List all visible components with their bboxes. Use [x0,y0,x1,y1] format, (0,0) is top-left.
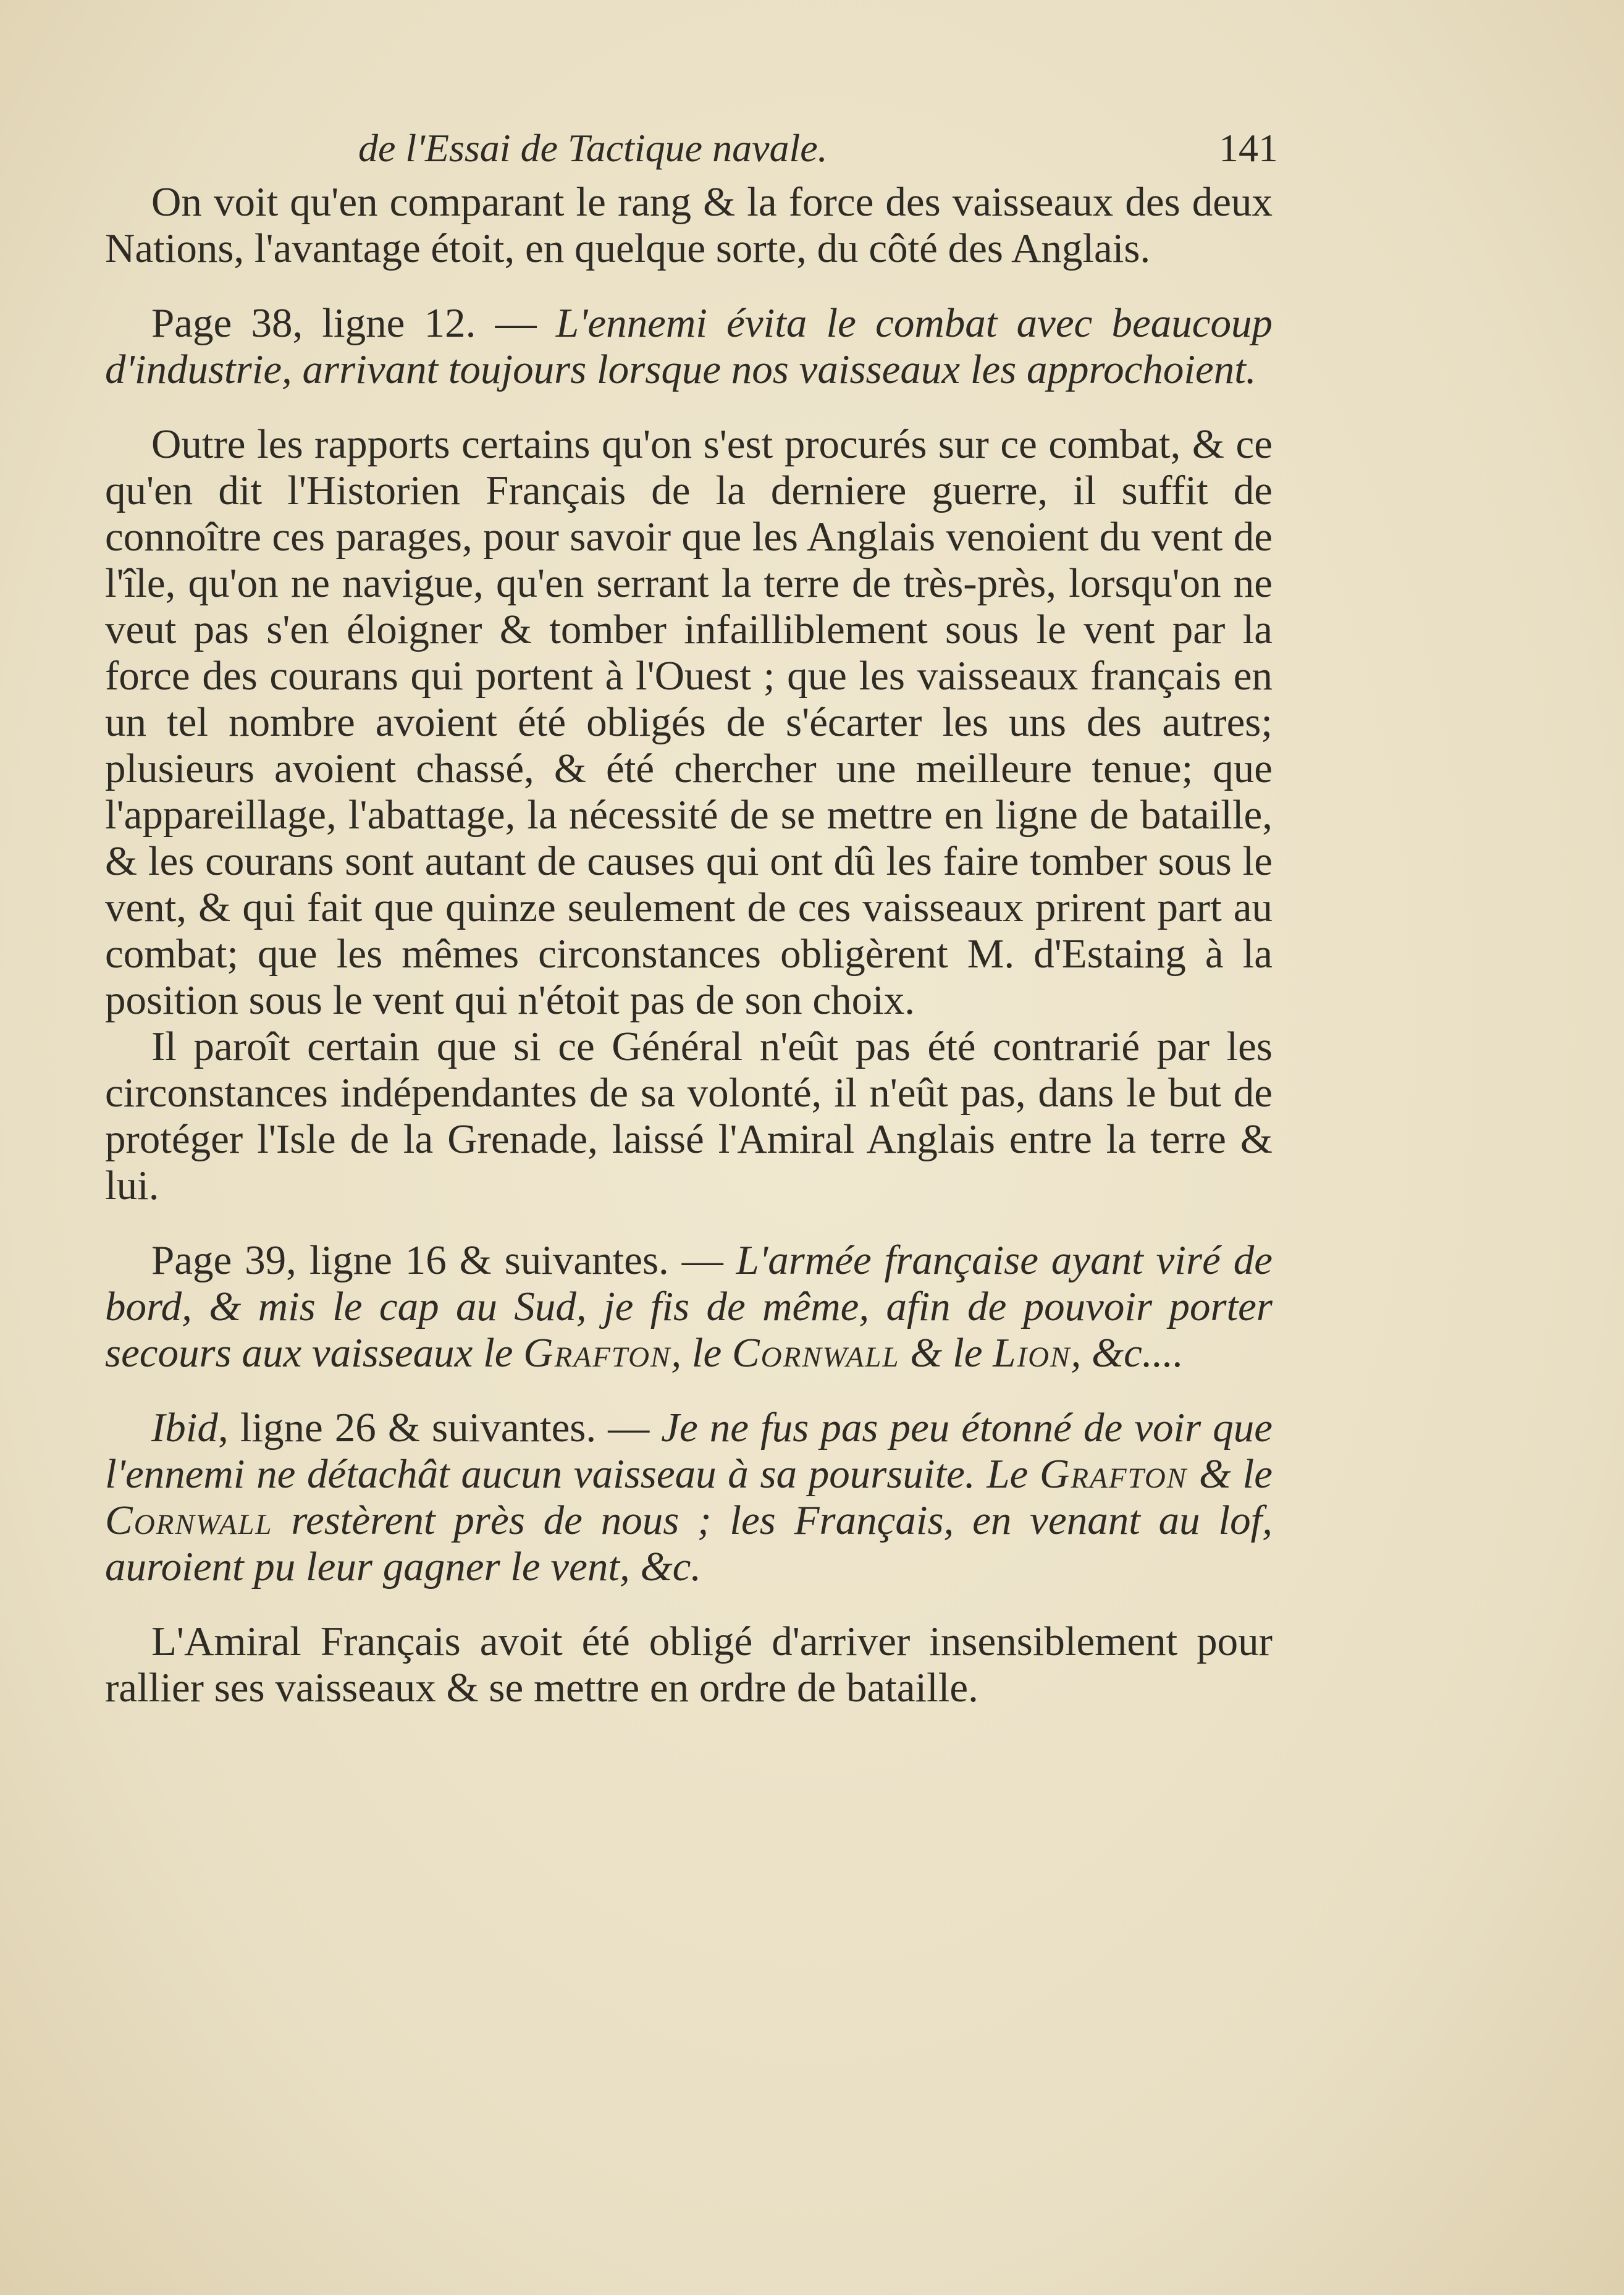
page-reference: Page 39, ligne 16 & suivantes. — [151,1237,736,1283]
ship-name-cornwall: Cornwall [731,1330,900,1376]
page-number: 141 [1219,126,1278,170]
paragraph-general: Il paroît certain que si ce Général n'eût pas été contrarié par les circonstances indépendantes de sa volonté, il n'eût pas, dans le but de protéger l'Isle de la Grenade, laissé l'Amiral Anglais entre la terre & lui. [105,1024,1273,1208]
ship-name-cornwall: Cornwall [105,1497,273,1543]
running-header [105,120,1278,176]
ship-name-grafton: Grafton [523,1330,671,1376]
ship-name-lion: Lion [993,1330,1071,1376]
running-title: de l'Essai de Tactique navale. [358,126,828,170]
paragraph-amiral: L'Amiral Français avoit été obligé d'arriver insensiblement pour rallier ses vaisseaux & se mettre en ordre de bataille. [105,1619,1273,1711]
quotation: L'ennemi évita le combat avec beaucoup d'industrie, arrivant toujours lorsque nos vaisseaux les approchoient. [105,300,1273,392]
paragraph-ibid-reference: Ibid, ligne 26 & suivantes. — Je ne fus pas peu étonné de voir que l'ennemi ne détachât aucun vaisseau à sa poursuite. Le Grafton & le Cornwall restèrent près de nous ; les Français, en venant au lof, auroient pu leur gagner le vent, &c. [105,1405,1273,1590]
ship-name-grafton: Grafton [1040,1451,1188,1497]
body-text [105,179,1273,1740]
ibid-label: Ibid [151,1405,218,1451]
paragraph-page39-reference: Page 39, ligne 16 & suivantes. — L'armée française ayant viré de bord, & mis le cap au Sud, je fis de même, afin de pouvoir porter secours aux vaisseaux le Grafton, le Cornwall & le Lion, &c.... [105,1237,1273,1376]
paragraph-comparison: On voit qu'en comparant le rang & la force des vaisseaux des deux Nations, l'avantage étoit, en quelque sorte, du côté des Anglais. [105,179,1273,271]
paragraph-page38-reference [105,300,1273,393]
page-reference: , ligne 26 & suivantes. — [217,1405,662,1451]
quotation: L'armée française ayant viré de bord, & mis le cap au Sud, je fis de même, afin de pouvoir porter secours aux vaisseaux le [105,1237,1273,1376]
page-reference: Page 38, ligne 12. — [151,300,556,346]
quotation: Je ne fus pas peu étonné de voir que l'ennemi ne détachât aucun vaisseau à sa poursuite. Le [105,1405,1273,1497]
paragraph-rapports: Outre les rapports certains qu'on s'est procurés sur ce combat, & ce qu'en dit l'Historien Français de la derniere guerre, il suffit de connoître ces parages, pour savoir que les Anglais venoient du vent de l'île, qu'on ne navigue, qu'en serrant la terre de très-près, lorsqu'on ne veut pas s'en éloigner & tomber infailliblement sous le vent par la force des courans qui portent à l'Ouest ; que les vaisseaux français en un tel nombre avoient été obligés de s'écarter les uns des autres; plusieurs avoient chassé, & été chercher une meilleure tenue; que l'appareillage, l'abattage, la nécessité de se mettre en ligne de bataille, & les courans sont autant de causes qui ont dû les faire tomber sous le vent, & qui fait que quinze seulement de ces vaisseaux prirent part au combat; que les mêmes circonstances obligèrent M. d'Estaing à la position sous le vent qui n'étoit pas de son choix. [105,421,1273,1023]
